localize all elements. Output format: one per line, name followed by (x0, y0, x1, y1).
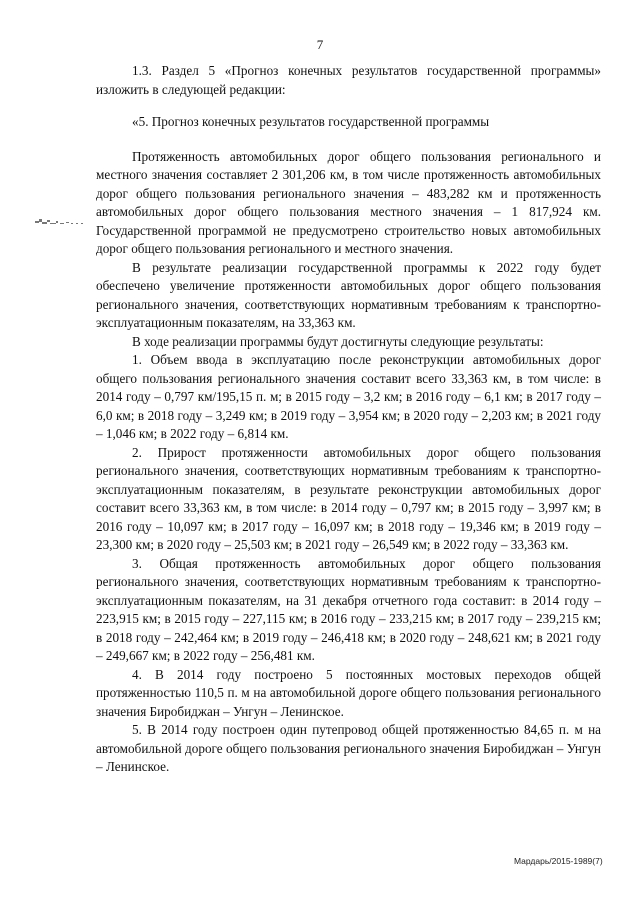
page-number: 7 (316, 37, 324, 52)
document-body (96, 62, 601, 777)
paragraph-expected-increase: В результате реализации государственной программы к 2022 году будет обеспечено увеличение протяженности автомобильных дорог общего пользования регионального значения, соответствующих нормативным требованиям к транспортно-эксплуатационным показателям, на 33,363 км. (96, 259, 601, 330)
paragraph-result-4: 4. В 2014 году построено 5 постоянных мостовых переходов общей протяженностью 110,5 п. м на автомобильной дороге общего пользования регионального значения Биробиджан – Унгун – Ленинское. (96, 666, 601, 719)
paragraph-result-2: 2. Прирост протяженности автомобильных дорог общего пользования регионального значения, соответствующих нормативным требованиям к транспортно-эксплуатационным показателям, в результате реконструкции автомобильных дорог составит всего 33,363 км, в том числе: в 2014 году – 0,797 км; в 2015 году – 3,997 км; в 2016 году – 10,097 км; в 2017 году – 16,097 км; в 2018 году – 19,346 км; в 2019 году – 23,300 км; в 2020 году – 25,503 км; в 2021 году – 26,549 км; в 2022 году – 33,363 км. (96, 444, 601, 552)
paragraph-result-1: 1. Объем ввода в эксплуатацию после реконструкции автомобильных дорог общего пользования регионального значения составит всего 33,363 км, в том числе: в 2014 году – 0,797 км/195,15 п. м; в 2015 году – 3,2 км; в 2016 году – 6,1 км; в 2017 году – 6,0 км; в 2018 году – 3,249 км; в 2019 году – 3,954 км; в 2020 году – 2,203 км; в 2021 году – 1,046 км; в 2022 году – 6,814 км. (96, 352, 601, 441)
amendment-intro: 1.3. Раздел 5 «Прогноз конечных результатов государственной программы» изложить в следующей редакции: (96, 63, 601, 97)
paragraph-result-3: 3. Общая протяженность автомобильных дорог общего пользования регионального значения, соответствующих нормативным требованиям к транспортно-эксплуатационным показателям, на 31 декабря отчетного года составит: в 2014 году – 223,915 км; в 2015 году – 227,115 км; в 2016 году – 233,215 км; в 2017 году – 239,215 км; в 2018 году – 242,464 км; в 2019 году – 246,418 км; в 2020 году – 248,621 км; в 2021 году – 249,667 км; в 2022 году – 256,481 км. (96, 555, 601, 663)
scan-artifact-mark (33, 214, 88, 228)
section-title: «5. Прогноз конечных результатов государственной программы (132, 114, 490, 129)
footer-document-code: Мардарь/2015-1989(7) (514, 856, 603, 866)
paragraph-road-length: Протяженность автомобильных дорог общего пользования регионального и местного значения составляет 2 301,206 км, в том числе протяженность автомобильных дорог общего пользования регионального значения – 483,282 км и протяженность автомобильных дорог общего пользования местного значения – 1 817,924 км. Государственной программой не предусмотрено строительство новых автомобильных дорог общего пользования регионального и местного значения. (96, 148, 601, 256)
paragraph-result-5: 5. В 2014 году построен один путепровод общей протяженностью 84,65 п. м на автомобильной дороге общего пользования регионального значения Биробиджан – Унгун – Ленинское. (96, 722, 601, 774)
paragraph-results-intro: В ходе реализации программы будут достигнуты следующие результаты: (132, 333, 544, 349)
